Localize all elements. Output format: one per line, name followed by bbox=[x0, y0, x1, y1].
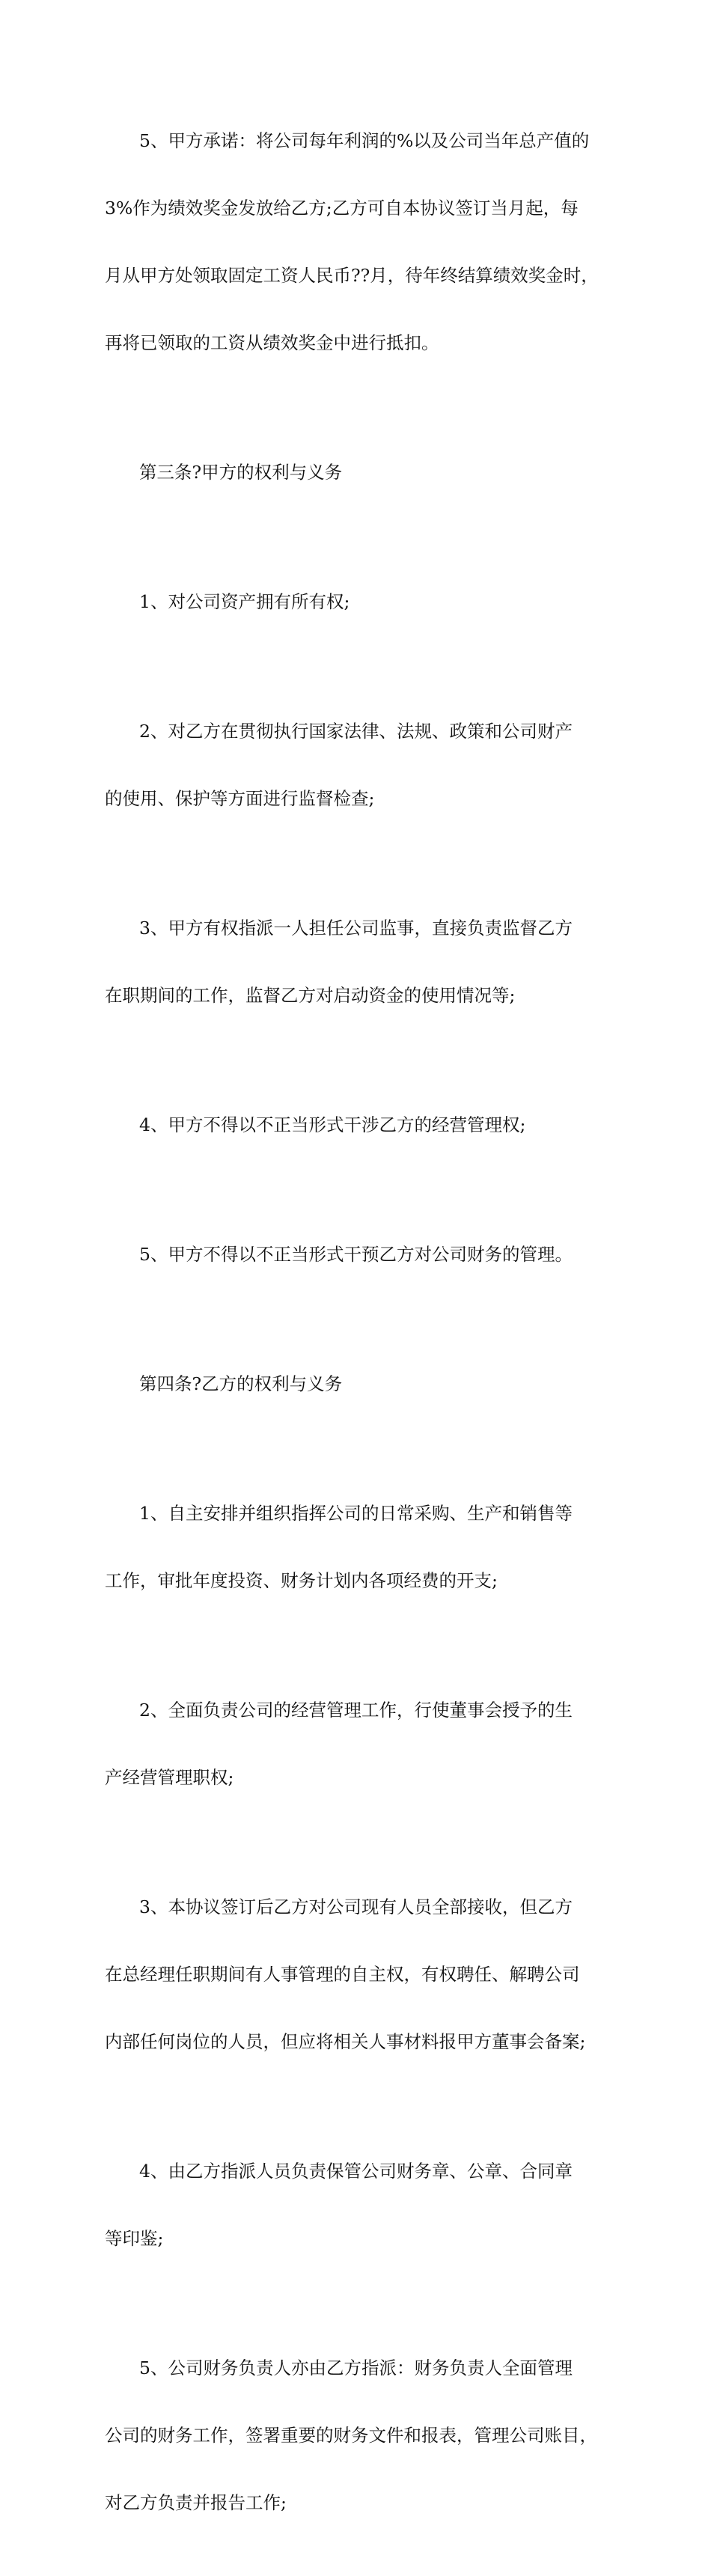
text-line: 产经营管理职权; bbox=[105, 1767, 234, 1788]
section-heading-article-3 bbox=[105, 416, 629, 528]
section-heading-article-4 bbox=[105, 1328, 629, 1440]
paragraph-party-b-item-4 bbox=[105, 2115, 629, 2295]
document-body bbox=[105, 85, 629, 2576]
paragraph-party-b-item-5 bbox=[105, 2312, 629, 2559]
text-line: 在总经理任职期间有人事管理的自主权，有权聘任、解聘公司 bbox=[105, 1964, 580, 1985]
text-line: 公司的财务工作，签署重要的财务文件和报表，管理公司账目， bbox=[105, 2425, 597, 2446]
text-line: 对乙方负责并报告工作; bbox=[105, 2492, 287, 2513]
text-line: 1、对公司资产拥有所有权; bbox=[139, 591, 350, 612]
text-line: 1、自主安排并组织指挥公司的日常采购、生产和销售等 bbox=[139, 1503, 573, 1524]
paragraph-party-b-item-1 bbox=[105, 1457, 629, 1637]
paragraph-party-b-item-3 bbox=[105, 1851, 629, 2098]
paragraph-party-a-item-1 bbox=[105, 546, 629, 658]
text-line: 3%作为绩效奖金发放给乙方;乙方可自本协议签订当月起，每 bbox=[105, 198, 579, 219]
text-line: 再将已领取的工资从绩效奖金中进行抵扣。 bbox=[105, 332, 439, 353]
text-line: 3、甲方有权指派一人担任公司监事，直接负责监督乙方 bbox=[139, 918, 573, 938]
text-line: 4、甲方不得以不正当形式干涉乙方的经营管理权; bbox=[139, 1114, 526, 1135]
text-line: 3、本协议签订后乙方对公司现有人员全部接收，但乙方 bbox=[139, 1896, 573, 1917]
text-line: 4、由乙方指派人员负责保管公司财务章、公章、合同章 bbox=[139, 2161, 573, 2182]
paragraph-party-a-item-4 bbox=[105, 1069, 629, 1181]
text-line: 2、全面负责公司的经营管理工作，行使董事会授予的生 bbox=[139, 1700, 573, 1721]
text-line: 5、公司财务负责人亦由乙方指派：财务负责人全面管理 bbox=[139, 2357, 573, 2378]
paragraph-party-a-item-2 bbox=[105, 675, 629, 855]
text-line: 5、甲方承诺：将公司每年利润的%以及公司当年总产值的 bbox=[139, 130, 590, 151]
heading-text: 第三条?甲方的权利与义务 bbox=[139, 462, 343, 483]
paragraph-performance-bonus bbox=[105, 85, 629, 399]
paragraph-party-a-item-5 bbox=[105, 1198, 629, 1310]
text-line: 5、甲方不得以不正当形式干预乙方对公司财务的管理。 bbox=[139, 1244, 573, 1265]
heading-text: 第四条?乙方的权利与义务 bbox=[139, 1373, 343, 1394]
text-line: 在职期间的工作，监督乙方对启动资金的使用情况等; bbox=[105, 985, 516, 1006]
text-line: 月从甲方处领取固定工资人民币??月，待年终结算绩效奖金时， bbox=[105, 265, 599, 286]
paragraph-party-b-item-2 bbox=[105, 1654, 629, 1834]
text-line: 内部任何岗位的人员，但应将相关人事材料报甲方董事会备案; bbox=[105, 2031, 586, 2052]
text-line: 2、对乙方在贯彻执行国家法律、法规、政策和公司财产 bbox=[139, 721, 573, 742]
paragraph-party-a-item-3 bbox=[105, 872, 629, 1052]
text-line: 等印鉴; bbox=[105, 2228, 164, 2249]
text-line: 的使用、保护等方面进行监督检查; bbox=[105, 788, 375, 809]
text-line: 工作，审批年度投资、财务计划内各项经费的开支; bbox=[105, 1570, 498, 1591]
